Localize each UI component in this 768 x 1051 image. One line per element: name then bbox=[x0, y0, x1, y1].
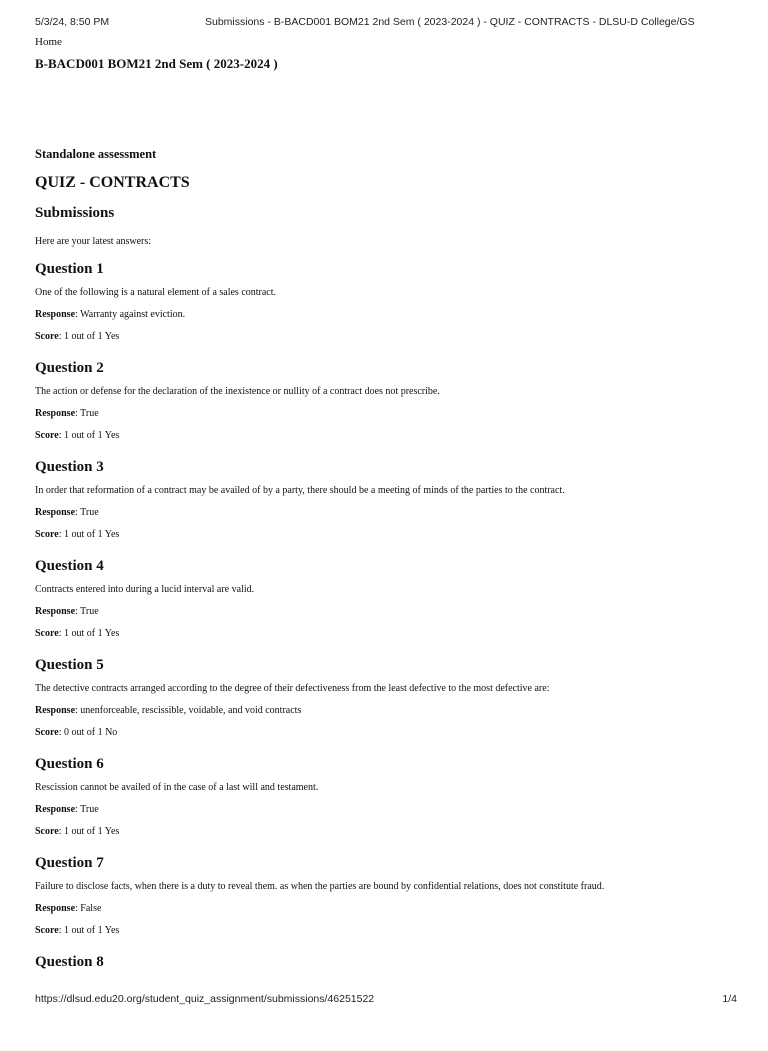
question-prompt: One of the following is a natural element of a sales contract. bbox=[35, 287, 277, 298]
question-item bbox=[35, 259, 735, 358]
quiz-title: QUIZ - CONTRACTS bbox=[35, 174, 190, 191]
question-response bbox=[35, 407, 735, 429]
question-score bbox=[35, 330, 735, 352]
score-label: Score bbox=[35, 430, 59, 441]
score-label: Score bbox=[35, 826, 59, 837]
score-label: Score bbox=[35, 331, 59, 342]
score-value: : 1 out of 1 Yes bbox=[58, 925, 120, 936]
question-score bbox=[35, 627, 735, 649]
intro-text: Here are your latest answers: bbox=[35, 236, 152, 247]
score-label: Score bbox=[35, 727, 59, 738]
question-score bbox=[35, 528, 735, 550]
question-prompt: In order that reformation of a contract may be availed of by a party, there should be a meeting of minds of the parties to the contract. bbox=[35, 485, 565, 496]
print-footer bbox=[35, 993, 737, 1009]
response-label: Response bbox=[35, 606, 76, 617]
question-item bbox=[35, 754, 735, 853]
score-value: : 1 out of 1 Yes bbox=[58, 529, 120, 540]
response-value: : False bbox=[75, 903, 102, 914]
score-value: : 1 out of 1 Yes bbox=[58, 628, 120, 639]
question-title: Question 5 bbox=[35, 657, 104, 673]
question-title: Question 8 bbox=[35, 954, 104, 970]
response-label: Response bbox=[35, 408, 76, 419]
question-prompt: Contracts entered into during a lucid interval are valid. bbox=[35, 584, 255, 595]
print-page-number: 1/4 bbox=[722, 993, 737, 1005]
question-title: Question 2 bbox=[35, 360, 104, 376]
question-score bbox=[35, 726, 735, 748]
question-prompt: Rescission cannot be availed of in the case of a last will and testament. bbox=[35, 782, 319, 793]
question-item bbox=[35, 358, 735, 457]
question-item bbox=[35, 853, 735, 952]
question-item bbox=[35, 655, 735, 754]
submissions-heading: Submissions bbox=[35, 205, 115, 221]
question-prompt: The action or defense for the declaration of the inexistence or nullity of a contract does not prescribe. bbox=[35, 386, 440, 397]
question-item bbox=[35, 457, 735, 556]
question-title: Question 1 bbox=[35, 261, 104, 277]
score-value: : 1 out of 1 Yes bbox=[58, 331, 120, 342]
response-label: Response bbox=[35, 507, 76, 518]
question-item bbox=[35, 556, 735, 655]
question-response bbox=[35, 308, 735, 330]
question-response bbox=[35, 803, 735, 825]
print-page-title: Submissions - B-BACD001 BOM21 2nd Sem ( 2023-2024 ) - QUIZ - CONTRACTS - DLSU-D College/GS bbox=[205, 16, 695, 28]
score-value: : 0 out of 1 No bbox=[58, 727, 118, 738]
question-title: Question 7 bbox=[35, 855, 104, 871]
question-score bbox=[35, 825, 735, 847]
question-title: Question 6 bbox=[35, 756, 104, 772]
response-value: : True bbox=[75, 606, 99, 617]
response-label: Response bbox=[35, 804, 76, 815]
question-response bbox=[35, 704, 735, 726]
question-response bbox=[35, 902, 735, 924]
response-value: : unenforceable, rescissible, voidable, and void contracts bbox=[75, 705, 302, 716]
response-value: : True bbox=[75, 804, 99, 815]
score-label: Score bbox=[35, 529, 59, 540]
response-value: : True bbox=[75, 507, 99, 518]
breadcrumb-home-link[interactable]: Home bbox=[35, 36, 62, 48]
question-score bbox=[35, 924, 735, 946]
question-prompt: The detective contracts arranged according to the degree of their defectiveness from the least defective to the most defective are: bbox=[35, 683, 550, 694]
question-prompt: Failure to disclose facts, when there is a duty to reveal them. as when the parties are bound by confidential relations, does not constitute fraud. bbox=[35, 881, 605, 892]
question-response bbox=[35, 506, 735, 528]
course-title: B-BACD001 BOM21 2nd Sem ( 2023-2024 ) bbox=[35, 56, 278, 71]
question-title: Question 4 bbox=[35, 558, 104, 574]
response-label: Response bbox=[35, 705, 76, 716]
response-label: Response bbox=[35, 309, 76, 320]
response-value: : True bbox=[75, 408, 99, 419]
print-date: 5/3/24, 8:50 PM bbox=[35, 16, 110, 28]
print-url[interactable]: https://dlsud.edu20.org/student_quiz_assignment/submissions/46251522 bbox=[35, 993, 375, 1005]
question-list bbox=[35, 259, 735, 1051]
print-header bbox=[35, 16, 735, 32]
question-title: Question 3 bbox=[35, 459, 104, 475]
score-value: : 1 out of 1 Yes bbox=[58, 430, 120, 441]
score-value: : 1 out of 1 Yes bbox=[58, 826, 120, 837]
score-label: Score bbox=[35, 925, 59, 936]
response-label: Response bbox=[35, 903, 76, 914]
assessment-type-label: Standalone assessment bbox=[35, 147, 157, 161]
question-score bbox=[35, 429, 735, 451]
question-response bbox=[35, 605, 735, 627]
score-label: Score bbox=[35, 628, 59, 639]
response-value: : Warranty against eviction. bbox=[75, 309, 186, 320]
